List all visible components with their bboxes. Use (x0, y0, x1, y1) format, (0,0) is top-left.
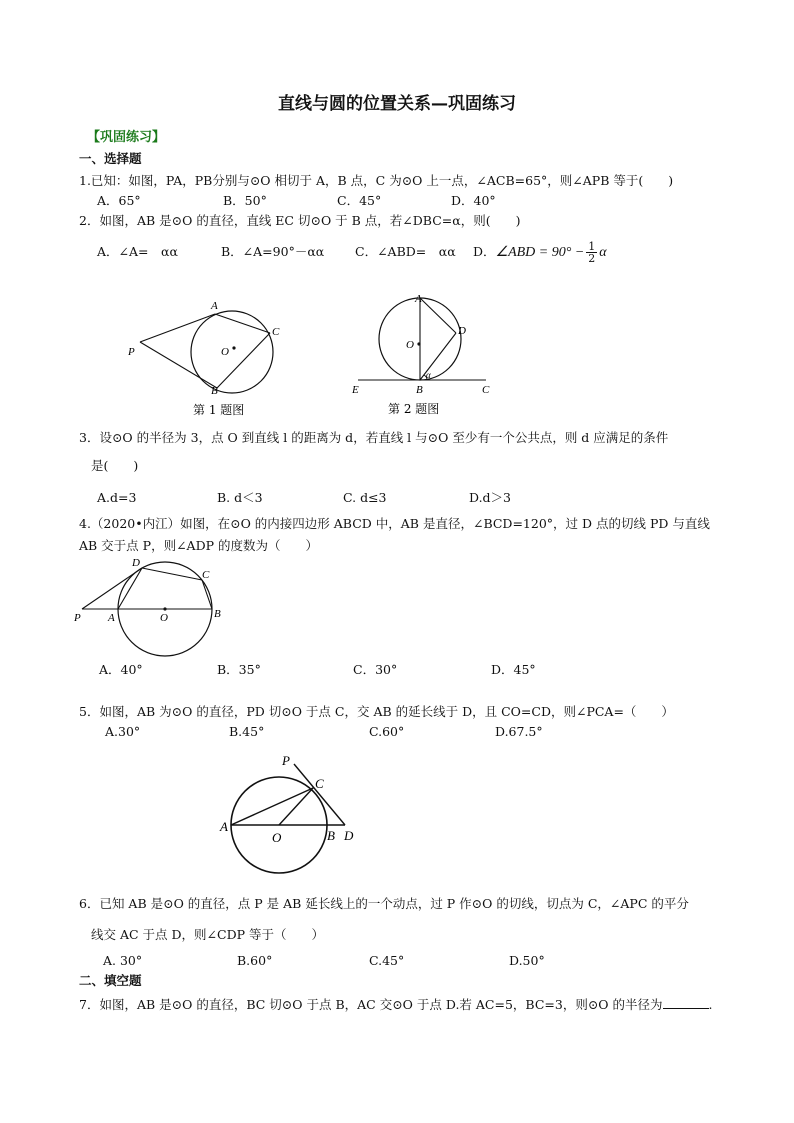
label-d: D (458, 325, 466, 337)
question-3-text-line2: 是( ) (91, 458, 139, 473)
side-cb (202, 580, 212, 609)
q6-option-b: B.60° (237, 953, 273, 968)
question-5-diagram (218, 750, 378, 880)
label-e: E (352, 384, 359, 396)
q4-option-c: C．30° (353, 662, 398, 677)
q5-option-d: D.67.5° (495, 724, 543, 739)
label-o: O (160, 612, 168, 624)
q6-option-c: C.45° (369, 953, 405, 968)
q2-option-a: A．∠A= αα (97, 244, 178, 259)
q2-option-d: D．∠ABD = 90° − $\frac{1}{2}$ α (473, 239, 607, 265)
question-5-text: 5．如图，AB 为⊙O 的直径，PD 切⊙O 于点 C，交 AB 的延长线于 D，且 CO=CD，则∠PCA=（ ） (79, 704, 674, 719)
question-2-text: 2．如图，AB 是⊙O 的直径，直线 EC 切⊙O 于 B 点，若∠DBC=α，则( ) (79, 213, 521, 228)
question-6-text-line1: 6．已知 AB 是⊙O 的直径，点 P 是 AB 延长线上的一个动点，过 P 作⊙O 的切线，切点为 C，∠APC 的平分 (79, 896, 689, 911)
section-label: 【巩固练习】 (87, 130, 166, 145)
tangent-pb (140, 342, 217, 388)
side-dc (142, 568, 202, 580)
label-c: C (272, 326, 280, 338)
q4-option-a: A．40° (99, 662, 143, 677)
q4-option-b: B．35° (217, 662, 261, 677)
label-a: A (108, 612, 115, 624)
label-c: C (482, 384, 490, 396)
label-alpha: α (426, 370, 431, 380)
question-5-options (105, 724, 575, 740)
question-6-text-line2: 线交 AC 于点 D，则∠CDP 等于（ ） (91, 927, 324, 942)
figure-2-caption: 第 2 题图 (388, 402, 440, 416)
q2-option-c: C．∠ABD= αα (355, 244, 456, 259)
circle-o (191, 311, 273, 393)
center-dot (232, 346, 235, 349)
question-1-text: 1.已知：如图，PA，PB分别与⊙O 相切于 A，B 点，C 为⊙O 上一点，∠ACB=65°，则∠APB 等于( ) (79, 173, 674, 188)
q6-option-a: A. 30° (103, 953, 143, 968)
q3-option-a: A.d=3 (97, 490, 137, 505)
label-d: D (132, 557, 140, 569)
q5-option-b: B.45° (229, 724, 265, 739)
q5-option-c: C.60° (369, 724, 405, 739)
label-a: A (415, 293, 422, 305)
q1-option-a: A．65° (97, 193, 141, 208)
q1-option-b: B．50° (223, 193, 267, 208)
label-p: P (74, 612, 81, 624)
question-4-text-line2: AB 交于点 P，则∠ADP 的度数为（ ） (79, 538, 318, 553)
q5-option-a: A.30° (105, 724, 141, 739)
question-4-diagram (70, 553, 240, 658)
side-ad (118, 568, 142, 609)
q1-option-c: C．45° (337, 193, 382, 208)
label-a: A (220, 819, 228, 834)
fraction: $\frac{1}{2}$ (588, 239, 596, 265)
question-3-options (97, 490, 549, 506)
center-dot (163, 607, 166, 610)
label-p: P (128, 346, 135, 358)
label-o: O (221, 346, 229, 358)
q1-option-d: D．40° (451, 193, 496, 208)
q2-option-b: B．∠A=90°－αα (221, 244, 325, 259)
label-c: C (202, 569, 210, 581)
label-b: B (214, 608, 221, 620)
question-7-text: 7．如图，AB 是⊙O 的直径，BC 切⊙O 于点 B，AC 交⊙O 于点 D.若 AC=5，BC=3，则⊙O 的半径为 . (79, 997, 713, 1012)
question-1-options (97, 193, 531, 209)
label-b: B (416, 384, 423, 396)
question-4-text-line1: 4.（2020•内江）如图，在⊙O 的内接四边形 ABCD 中，AB 是直径，∠BCD=120°，过 D 点的切线 PD 与直线 (79, 516, 710, 531)
label-b: B (211, 385, 218, 397)
tangent-pd (82, 568, 142, 609)
part-heading-fill: 二、填空题 (79, 973, 142, 988)
answer-blank (663, 996, 709, 1009)
figure-2-diagram (340, 293, 510, 420)
label-o: O (272, 830, 282, 845)
q3-option-c: C. d≤3 (343, 490, 387, 505)
figure-1-caption: 第 1 题图 (193, 403, 245, 417)
label-c: C (315, 776, 324, 791)
label-a: A (211, 300, 218, 312)
question-3-text-line1: 3．设⊙O 的半径为 3，点 O 到直线 l 的距离为 d，若直线 l 与⊙O 至少有一个公共点，则 d 应满足的条件 (79, 430, 669, 445)
label-b: B (327, 828, 335, 843)
question-2-options (97, 239, 607, 265)
part-heading-choice: 一、选择题 (79, 151, 142, 166)
tangent-pa (140, 314, 215, 342)
tangent-pd (294, 764, 345, 825)
center-dot (417, 342, 420, 345)
q3-option-d: D.d＞3 (469, 490, 512, 505)
label-d: D (344, 828, 354, 843)
question-4-options (99, 662, 571, 678)
figure-1-diagram (120, 295, 290, 420)
label-p: P (282, 753, 290, 768)
page-title: 直线与圆的位置关系—巩固练习 (278, 94, 516, 114)
question-6-options (103, 953, 589, 969)
label-o: O (406, 339, 414, 351)
q4-option-d: D．45° (491, 662, 536, 677)
chord-ad (420, 298, 456, 333)
radius-oc (279, 788, 313, 825)
q6-option-d: D.50° (509, 953, 545, 968)
q3-option-b: B. d＜3 (217, 490, 263, 505)
